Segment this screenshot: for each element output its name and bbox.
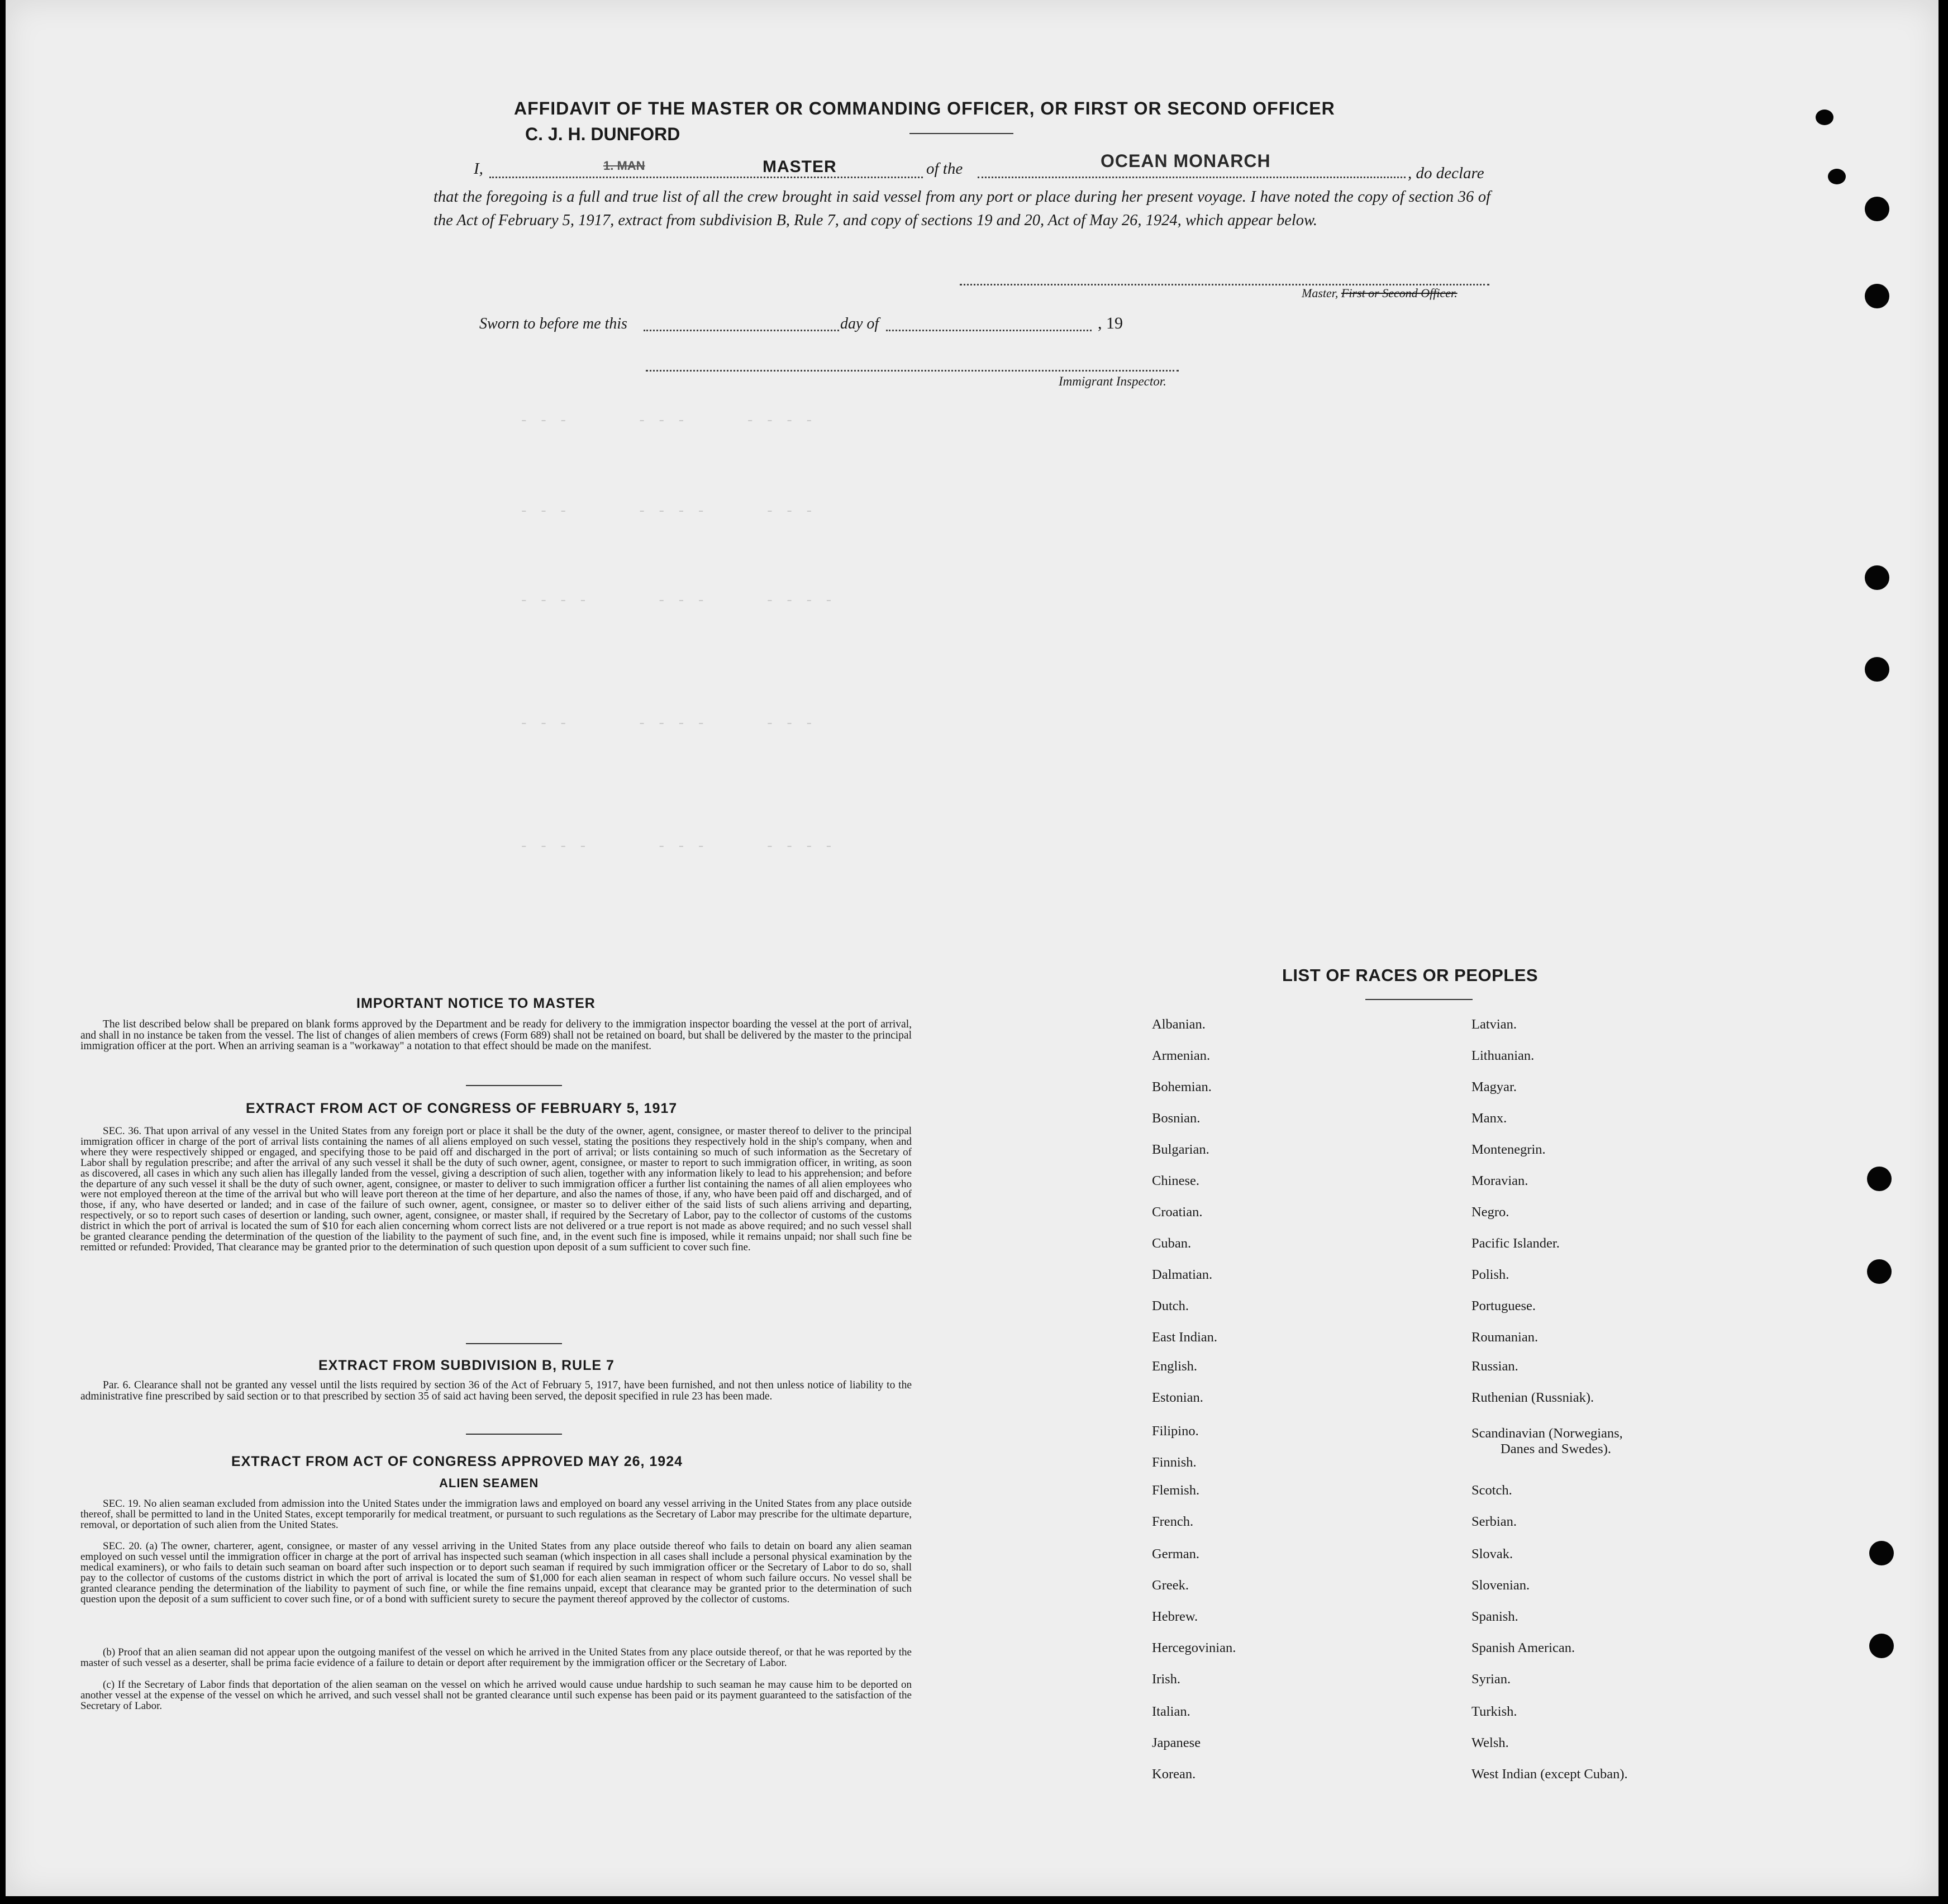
race-item: Negro.: [1471, 1205, 1509, 1220]
race-item: French.: [1152, 1514, 1194, 1529]
races-title: LIST OF RACES OR PEOPLES: [1282, 965, 1539, 985]
sec20c-text: (c) If the Secretary of Labor finds that deportation of the alien seaman on the vessel on which he arrived would cause undue hardship to such seaman he may cause him to be deported on another vessel at the expense of the vessel on which he arrived, and such vessel shall not be granted clearance until such expense has been paid or its payment guaranteed to the satisfaction of the Secretary of Labor.: [80, 1679, 912, 1712]
punch-hole: [1865, 657, 1889, 682]
notice-heading: IMPORTANT NOTICE TO MASTER: [356, 996, 596, 1011]
section-divider: [466, 1434, 562, 1435]
punch-hole: [1865, 284, 1889, 308]
punch-hole: [1865, 565, 1889, 590]
race-item: Ruthenian (Russniak).: [1471, 1390, 1594, 1405]
race-item: Danes and Swedes).: [1501, 1441, 1611, 1456]
inspector-label: Immigrant Inspector.: [1059, 374, 1166, 388]
race-item: Cuban.: [1152, 1236, 1192, 1251]
race-item: East Indian.: [1152, 1330, 1218, 1345]
race-item: Portuguese.: [1471, 1298, 1536, 1313]
inspector-line: [646, 370, 1179, 372]
race-item: Estonian.: [1152, 1390, 1203, 1405]
race-item: Syrian.: [1471, 1672, 1511, 1687]
notice-text: The list described below shall be prepared on blank forms approved by the Department and be ready for delivery to the immigration inspector boarding the vessel at the port of arrival, and shall in no instance be taken from the vessel. The list of changes of alien members of crews (Form 689) shall not be retained on board, but shall be delivered by the master to the principal immigration officer at the port. When an arriving seaman is a "workaway" a notation to that effect should be made on the manifest.: [80, 1018, 912, 1052]
do-declare-label: , do declare: [1408, 164, 1484, 182]
vessel-name: OCEAN MONARCH: [1101, 151, 1271, 171]
race-item: Bosnian.: [1152, 1111, 1201, 1126]
name-blank: [489, 177, 923, 178]
signature-label-struck: First or Second Officer.: [1341, 286, 1458, 300]
race-item: Latvian.: [1471, 1017, 1517, 1032]
punch-hole: [1816, 110, 1833, 125]
race-item: Welsh.: [1471, 1735, 1509, 1750]
punch-hole: [1869, 1541, 1894, 1565]
master-name: C. J. H. DUNFORD: [525, 124, 680, 144]
document-page: [6, 0, 1939, 1896]
race-item: Finnish.: [1152, 1455, 1197, 1470]
race-item: Turkish.: [1471, 1704, 1517, 1719]
race-item: West Indian (except Cuban).: [1471, 1767, 1628, 1782]
bleed-through-row: - - - - - - - - - -: [520, 412, 815, 429]
extract-1924-heading: EXTRACT FROM ACT OF CONGRESS APPROVED MAY 26, 1924: [231, 1454, 683, 1469]
alien-seamen-subheading: ALIEN SEAMEN: [439, 1476, 539, 1490]
sec19-text: SEC. 19. No alien seaman excluded from admission into the United States under the immigration laws and employed on board any vessel arriving in the United States from any place outside thereof, shall be permitted to land in the United States, except temporarily for medical treatment, or pursuant to such regulations as the Secretary of Labor may prescribe for the ultimate departure, removal, or deportation of such alien from the United States.: [80, 1498, 912, 1531]
day-of-label: day of: [840, 315, 879, 332]
struck-word: 1. MAN: [603, 159, 645, 173]
punch-hole: [1867, 1167, 1892, 1191]
races-divider: [1365, 999, 1473, 1000]
race-item: Lithuanian.: [1471, 1048, 1535, 1063]
section-divider: [466, 1085, 562, 1086]
race-item: Scandinavian (Norwegians,: [1471, 1426, 1623, 1441]
race-item: Korean.: [1152, 1767, 1196, 1782]
race-item: Albanian.: [1152, 1017, 1206, 1032]
race-item: Magyar.: [1471, 1079, 1517, 1094]
race-item: Slovenian.: [1471, 1578, 1530, 1593]
race-item: Irish.: [1152, 1672, 1181, 1687]
race-item: Montenegrin.: [1471, 1142, 1546, 1157]
race-item: Spanish.: [1471, 1609, 1518, 1624]
race-item: Hebrew.: [1152, 1609, 1198, 1624]
race-item: German.: [1152, 1546, 1200, 1562]
extract-1917-heading: EXTRACT FROM ACT OF CONGRESS OF FEBRUARY 5, 1917: [246, 1101, 678, 1116]
race-item: Slovak.: [1471, 1546, 1513, 1562]
race-item: Filipino.: [1152, 1424, 1199, 1439]
section-divider: [466, 1343, 562, 1344]
vessel-blank: [978, 177, 1406, 178]
race-item: Scotch.: [1471, 1483, 1512, 1498]
race-item: Serbian.: [1471, 1514, 1517, 1529]
race-item: Croatian.: [1152, 1205, 1203, 1220]
rank-field: MASTER: [763, 158, 837, 176]
sworn-day-blank: [644, 330, 839, 331]
affidavit-body: that the foregoing is a full and true list of all the crew brought in said vessel from any port or place during her present voyage. I have noted the copy of section 36 of the Act of February 5, 1917, extract from subdivision B, Rule 7, and copy of sections 19 and 20, Act of May 26, 1924, which appear below.: [434, 188, 1490, 229]
race-item: Roumanian.: [1471, 1330, 1539, 1345]
bleed-through-row: - - - - - - - - - - -: [520, 838, 835, 855]
race-item: Moravian.: [1471, 1173, 1528, 1188]
extract-rule7-heading: EXTRACT FROM SUBDIVISION B, RULE 7: [318, 1358, 615, 1373]
sworn-month-blank: [886, 330, 1092, 331]
race-item: Manx.: [1471, 1111, 1507, 1126]
race-item: Spanish American.: [1471, 1640, 1575, 1655]
race-item: English.: [1152, 1359, 1197, 1374]
affidavit-title: AFFIDAVIT OF THE MASTER OR COMMANDING OFFICER, OR FIRST OR SECOND OFFICER: [514, 98, 1335, 118]
title-divider: [909, 133, 1013, 134]
race-item: Bulgarian.: [1152, 1142, 1209, 1157]
extract-rule7-text: Par. 6. Clearance shall not be granted any vessel until the lists required by section 36 of the Act of February 5, 1917, have been furnished, and not then unless notice of liability to the administrative fine prescribed by said section or to that prescribed by section 35 of said act having been served, the deposit specified in rule 23 has been made.: [80, 1379, 912, 1402]
race-item: Bohemian.: [1152, 1079, 1212, 1094]
race-item: Dutch.: [1152, 1298, 1189, 1313]
race-item: Italian.: [1152, 1704, 1190, 1719]
sec20b-text: (b) Proof that an alien seaman did not appear upon the outgoing manifest of the vessel on which he arrived in the United States from any place outside thereof, or that he was reported by the master of such vessel as a deserter, shall be prima facie evidence of a failure to detain or deport after requirement by the immigration officer or the Secretary of Labor.: [80, 1646, 912, 1669]
sworn-label: Sworn to before me this: [479, 315, 627, 332]
bleed-through-row: - - - - - - - - - - -: [520, 592, 835, 609]
signature-label-master: Master,: [1302, 286, 1339, 300]
extract-1917-text: SEC. 36. That upon arrival of any vessel in the United States from any foreign port or place it shall be the duty of the owner, agent, consignee, or master thereof to deliver to the principal immigration officer in charge of the port of arrival lists containing the names of all aliens employed on such vessel, stating the positions they respectively hold in the ship's company, when and where they were respectively shipped or engaged, and specifying those to be paid off and discharged in the port of arrival; or lists containing so much of such information as the Secretary of Labor shall by regulation prescribe; and after the arrival of any such vessel it shall be the duty of such owner, agent, consignee, or master to report to such immigration officer, in writing, as soon as discovered, all cases in which any such alien has illegally landed from the vessel, giving a description of such alien, together with any information likely to lead to his apprehension; and before the departure of any such vessel it shall be the duty of such owner, agent, consignee, or master to deliver to such immigration officer a further list containing the names of all alien employees who were not employed thereon at the time of the arrival but who will leave port thereon at the time of her departure, and also the names of those, if any, who have been paid off and discharged, and of those, if any, who have deserted or landed; and in case of the failure of such owner, agent, consignee, or master so to deliver either of the said lists of such aliens arriving and departing, respectively, or so to report such cases of desertion or landing, such owner, agent, consignee, or master shall, if required by the Secretary of Labor, pay to the collector of customs of the customs district in which the port of arrival is located the sum of $10 for each alien concerning whom correct lists are not delivered or a true report is not made as above required; and no such vessel shall be granted clearance pending the determination of the question of the liability to the payment of such fine, and, in the event such fine is imposed, while it remains unpaid; nor shall such fine be remitted or refunded: Provided, That clearance may be granted prior to the determination of such question upon deposit of a sum sufficient to cover such fine.: [80, 1125, 912, 1253]
signature-line: [960, 284, 1489, 285]
sec20a-text: SEC. 20. (a) The owner, charterer, agent, consignee, or master of any vessel arriving in the United States from any place outside thereof who fails to detain on board any alien seaman employed on such vessel until the immigration officer in charge at the port of arrival has inspected such seaman (which inspection in all cases shall include a personal physical examination by the medical examiners), or who fails to detain such seaman on board after such inspection or to deport such seaman if required by such immigration officer or the Secretary of Labor to do so, shall pay to the collector of customs of the customs district in which the port of arrival is located the sum of $1,000 for each alien seaman in respect of whom such failure occurs. No vessel shall be granted clearance pending the determination of the liability to payment of such fine, or while the fine remains unpaid, except that clearance may be granted prior to the determination of such question upon the deposit of a sum sufficient to cover such fine, or of a bond with sufficient surety to secure the payment thereof approved by the collector of customs.: [80, 1540, 912, 1605]
punch-hole: [1869, 1634, 1894, 1658]
bleed-through-row: - - - - - - - - - -: [520, 503, 815, 520]
year-label: , 19: [1098, 314, 1123, 332]
bleed-through-row: - - - - - - - - - -: [520, 715, 815, 732]
race-item: Greek.: [1152, 1578, 1189, 1593]
race-item: Japanese: [1152, 1735, 1201, 1750]
signature-label: [1302, 286, 1458, 301]
race-item: Armenian.: [1152, 1048, 1211, 1063]
race-item: Polish.: [1471, 1267, 1509, 1282]
punch-hole: [1865, 197, 1889, 221]
declare-prefix: I,: [474, 160, 483, 178]
of-the-label: of the: [926, 160, 963, 178]
race-item: Chinese.: [1152, 1173, 1200, 1188]
punch-hole: [1828, 169, 1846, 184]
punch-hole: [1867, 1259, 1892, 1284]
race-item: Flemish.: [1152, 1483, 1200, 1498]
race-item: Russian.: [1471, 1359, 1518, 1374]
race-item: Dalmatian.: [1152, 1267, 1213, 1282]
race-item: Pacific Islander.: [1471, 1236, 1560, 1251]
race-item: Hercegovinian.: [1152, 1640, 1236, 1655]
